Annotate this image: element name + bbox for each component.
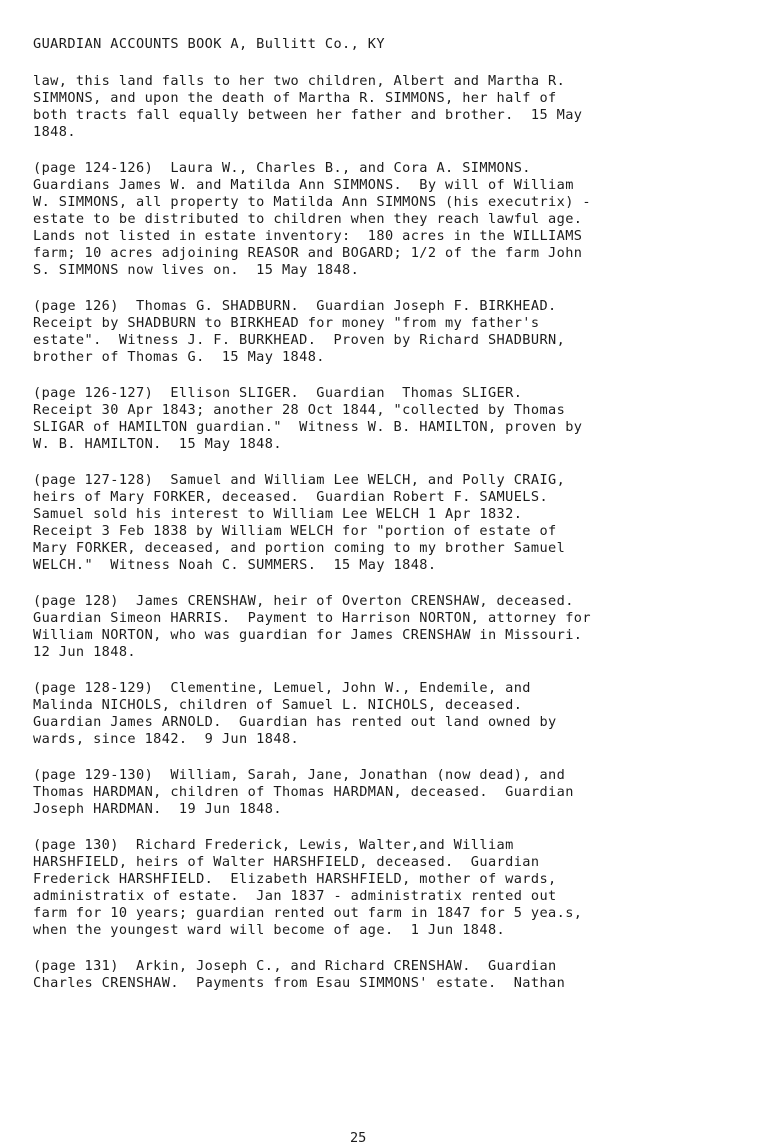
text-line: (page 130) Richard Frederick, Lewis, Walter,and William: [33, 837, 514, 853]
text-line: (page 128-129) Clementine, Lemuel, John W., Endemile, and: [33, 680, 531, 696]
text-line: brother of Thomas G. 15 May 1848.: [33, 349, 325, 365]
text-line: (page 129-130) William, Sarah, Jane, Jonathan (now dead), and: [33, 767, 566, 783]
text-line: SLIGAR of HAMILTON guardian." Witness W. B. HAMILTON, proven by: [33, 419, 583, 435]
text-line: Mary FORKER, deceased, and portion coming to my brother Samuel: [33, 540, 566, 556]
text-line: (page 127-128) Samuel and William Lee WELCH, and Polly CRAIG,: [33, 472, 566, 488]
entry-page-127-128: [33, 472, 755, 574]
text-line: heirs of Mary FORKER, deceased. Guardian Robert F. SAMUELS.: [33, 489, 549, 505]
text-line: (page 126) Thomas G. SHADBURN. Guardian Joseph F. BIRKHEAD.: [33, 298, 557, 314]
text-line: W. SIMMONS, all property to Matilda Ann SIMMONS (his executrix) -: [33, 194, 591, 210]
text-line: Guardians James W. and Matilda Ann SIMMONS. By will of William: [33, 177, 574, 193]
entry-page-126: [33, 298, 755, 366]
text-line: Receipt 3 Feb 1838 by William WELCH for "portion of estate of: [33, 523, 557, 539]
text-line: Charles CRENSHAW. Payments from Esau SIMMONS' estate. Nathan: [33, 975, 566, 991]
document-page: [33, 36, 755, 1011]
text-line: 1848.: [33, 124, 76, 140]
text-line: estate". Witness J. F. BURKHEAD. Proven by Richard SHADBURN,: [33, 332, 566, 348]
entry-page-130: [33, 837, 755, 939]
entry-page-128-129: [33, 680, 755, 748]
text-line: Receipt by SHADBURN to BIRKHEAD for money "from my father's: [33, 315, 540, 331]
text-line: law, this land falls to her two children, Albert and Martha R.: [33, 73, 566, 89]
text-line: (page 128) James CRENSHAW, heir of Overton CRENSHAW, deceased.: [33, 593, 574, 609]
text-line: Malinda NICHOLS, children of Samuel L. NICHOLS, deceased.: [33, 697, 523, 713]
text-line: Frederick HARSHFIELD. Elizabeth HARSHFIELD, mother of wards,: [33, 871, 557, 887]
text-line: wards, since 1842. 9 Jun 1848.: [33, 731, 300, 747]
document-header: GUARDIAN ACCOUNTS BOOK A, Bullitt Co., KY: [33, 36, 385, 52]
entry-page-124-126: [33, 160, 755, 279]
text-line: W. B. HAMILTON. 15 May 1848.: [33, 436, 282, 452]
text-line: administratix of estate. Jan 1837 - administratix rented out: [33, 888, 557, 904]
text-line: when the youngest ward will become of age. 1 Jun 1848.: [33, 922, 506, 938]
text-line: (page 124-126) Laura W., Charles B., and Cora A. SIMMONS.: [33, 160, 531, 176]
text-line: S. SIMMONS now lives on. 15 May 1848.: [33, 262, 360, 278]
text-line: (page 126-127) Ellison SLIGER. Guardian Thomas SLIGER.: [33, 385, 523, 401]
text-line: Thomas HARDMAN, children of Thomas HARDMAN, deceased. Guardian: [33, 784, 574, 800]
text-line: HARSHFIELD, heirs of Walter HARSHFIELD, deceased. Guardian: [33, 854, 540, 870]
text-line: SIMMONS, and upon the death of Martha R. SIMMONS, her half of: [33, 90, 557, 106]
text-line: farm; 10 acres adjoining REASOR and BOGARD; 1/2 of the farm John: [33, 245, 583, 261]
text-line: Samuel sold his interest to William Lee WELCH 1 Apr 1832.: [33, 506, 523, 522]
text-line: farm for 10 years; guardian rented out farm in 1847 for 5 yea.s,: [33, 905, 583, 921]
text-line: Joseph HARDMAN. 19 Jun 1848.: [33, 801, 282, 817]
text-line: estate to be distributed to children when they reach lawful age.: [33, 211, 583, 227]
text-line: (page 131) Arkin, Joseph C., and Richard CRENSHAW. Guardian: [33, 958, 557, 974]
entry-page-129-130: [33, 767, 755, 818]
text-line: 12 Jun 1848.: [33, 644, 137, 660]
page-number: 25: [350, 1130, 367, 1146]
text-line: Lands not listed in estate inventory: 180 acres in the WILLIAMS: [33, 228, 583, 244]
entry-continuation: [33, 73, 755, 141]
text-line: Guardian Simeon HARRIS. Payment to Harrison NORTON, attorney for: [33, 610, 591, 626]
text-line: WELCH." Witness Noah C. SUMMERS. 15 May 1848.: [33, 557, 437, 573]
entry-page-128: [33, 593, 755, 661]
entry-page-131: [33, 958, 755, 992]
text-line: William NORTON, who was guardian for James CRENSHAW in Missouri.: [33, 627, 583, 643]
text-line: both tracts fall equally between her father and brother. 15 May: [33, 107, 583, 123]
text-line: Receipt 30 Apr 1843; another 28 Oct 1844, "collected by Thomas: [33, 402, 566, 418]
text-line: Guardian James ARNOLD. Guardian has rented out land owned by: [33, 714, 557, 730]
entry-page-126-127: [33, 385, 755, 453]
